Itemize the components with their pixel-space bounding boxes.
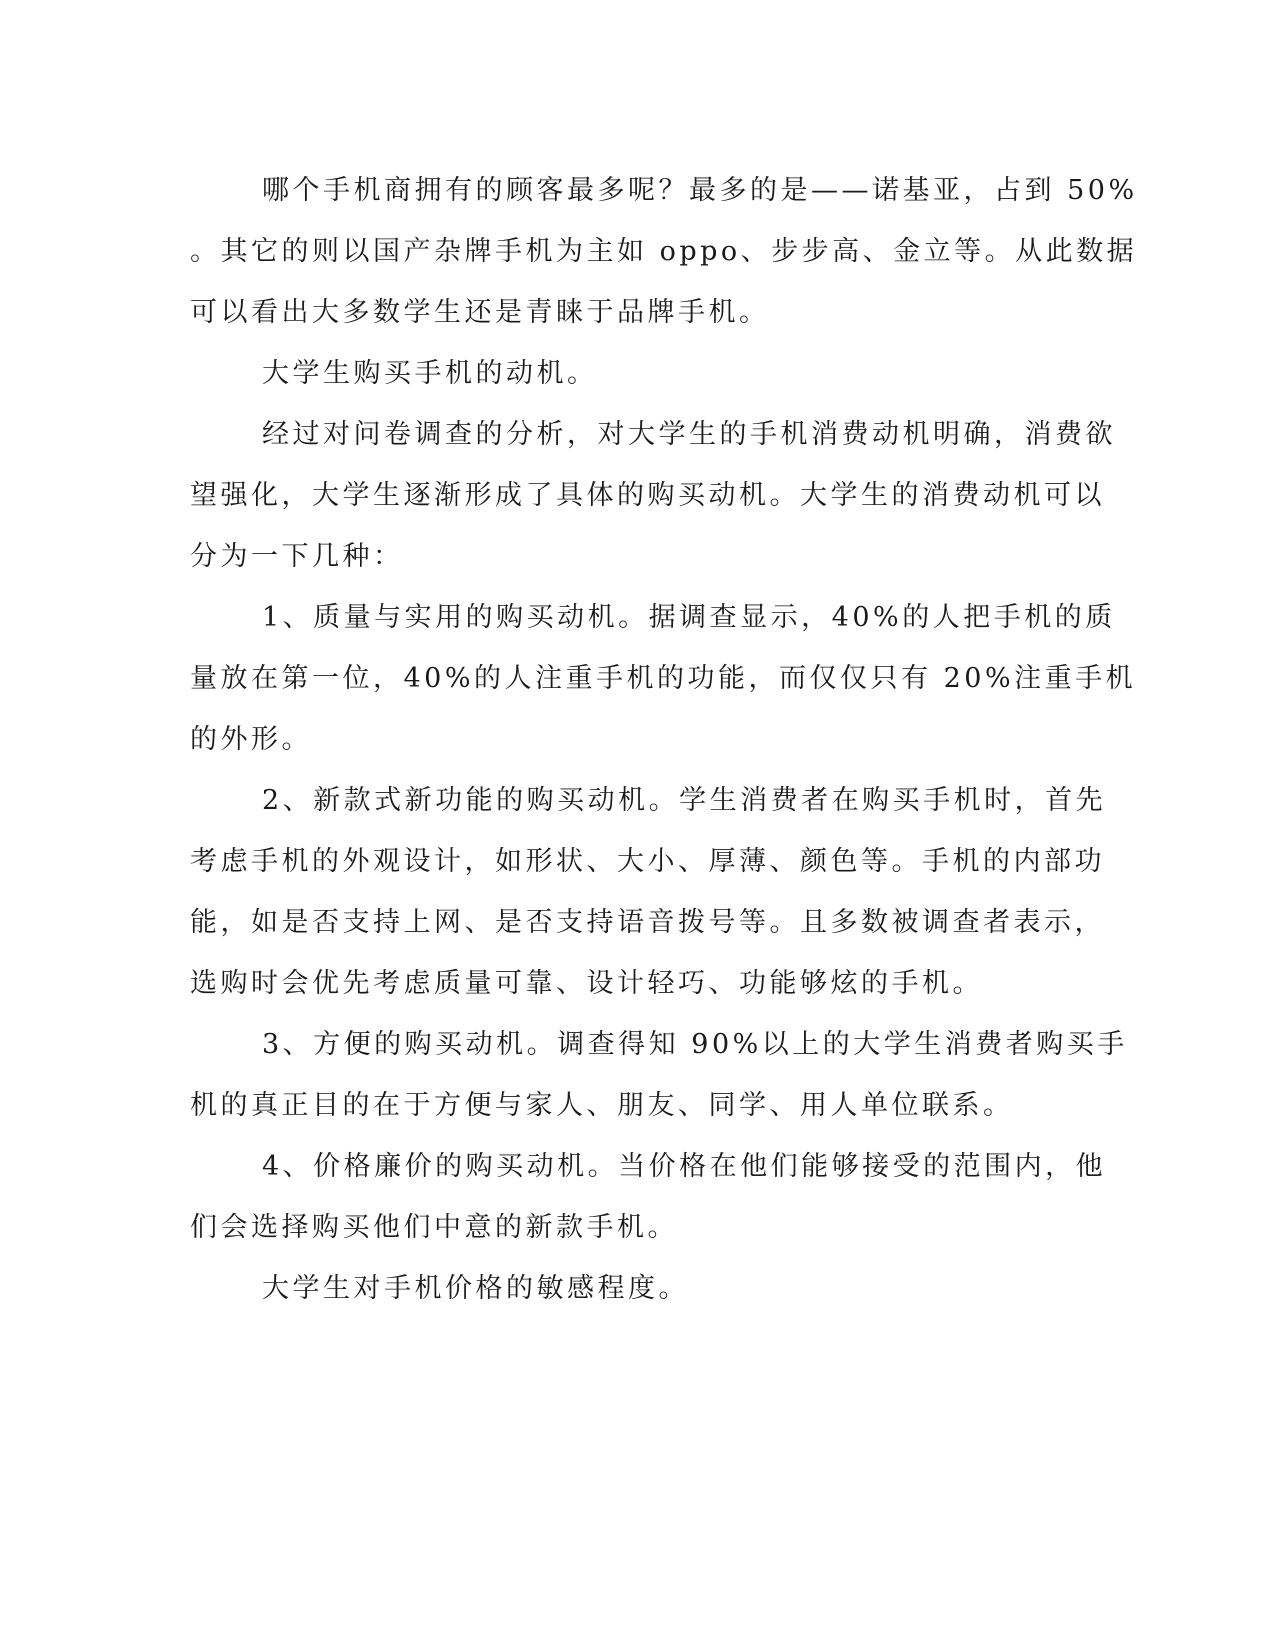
text-line: 望强化，大学生逐渐形成了具体的购买动机。大学生的消费动机可以 (190, 480, 1105, 511)
paragraph-motive-4 (190, 1136, 1107, 1258)
heading-price-sensitivity (190, 1258, 1080, 1319)
text-line: 机的真正目的在于方便与家人、朋友、同学、用人单位联系。 (190, 1090, 1014, 1121)
text-line: 大学生购买手机的动机。 (262, 358, 598, 389)
text-line: 4、价格廉价的购买动机。当价格在他们能够接受的范围内，他 (262, 1151, 1107, 1182)
text-line: 哪个手机商拥有的顾客最多呢？最多的是——诺基亚，占到 50% (262, 175, 1138, 206)
document-body (190, 160, 1138, 1319)
text-line: 3、方便的购买动机。调查得知 90%以上的大学生消费者购买手 (262, 1029, 1128, 1060)
paragraph-top-brand (190, 160, 1138, 343)
text-line: 。其它的则以国产杂牌手机为主如 oppo、步步高、金立等。从此数据 (190, 236, 1138, 267)
text-line: 量放在第一位，40%的人注重手机的功能，而仅仅只有 20%注重手机 (190, 663, 1137, 694)
text-line: 能，如是否支持上网、是否支持语音拨号等。且多数被调查者表示， (190, 907, 1105, 938)
text-line: 1、质量与实用的购买动机。据调查显示，40%的人把手机的质 (262, 602, 1116, 633)
text-line: 的外形。 (190, 724, 312, 755)
text-line: 2、新款式新功能的购买动机。学生消费者在购买手机时，首先 (262, 785, 1107, 816)
text-line: 经过对问卷调查的分析，对大学生的手机消费动机明确，消费欲 (262, 419, 1116, 450)
paragraph-motive-intro (190, 404, 1116, 587)
heading-purchase-motive (190, 343, 1080, 404)
paragraph-motive-3 (190, 1014, 1128, 1136)
text-line: 考虑手机的外观设计，如形状、大小、厚薄、颜色等。手机的内部功 (190, 846, 1105, 877)
paragraph-motive-1 (190, 587, 1137, 770)
text-line: 们会选择购买他们中意的新款手机。 (190, 1212, 678, 1243)
text-line: 大学生对手机价格的敏感程度。 (262, 1273, 689, 1304)
paragraph-motive-2 (190, 770, 1107, 1014)
text-line: 可以看出大多数学生还是青睐于品牌手机。 (190, 297, 770, 328)
text-line: 选购时会优先考虑质量可靠、设计轻巧、功能够炫的手机。 (190, 968, 983, 999)
text-line: 分为一下几种： (190, 541, 404, 572)
